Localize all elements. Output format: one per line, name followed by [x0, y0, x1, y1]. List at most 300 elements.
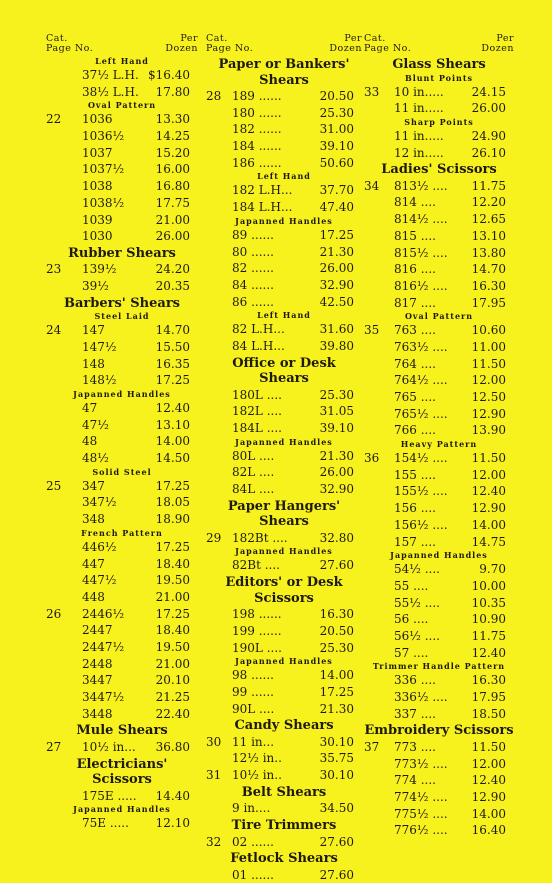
- price-per-dozen: 17.25: [155, 606, 190, 621]
- price-per-dozen: 17.80: [155, 84, 190, 99]
- price-row: [206, 750, 362, 767]
- price-per-dozen: 16.30: [471, 673, 506, 688]
- price-row: [364, 339, 514, 356]
- item-number: 182L ....: [232, 404, 282, 419]
- item-number: 1038: [82, 179, 113, 194]
- section-title: Paper Hangers' Shears: [227, 498, 341, 530]
- price-per-dozen: 14.70: [155, 323, 190, 338]
- section-title: Embroidery Scissors: [364, 723, 514, 739]
- item-number: 84 ......: [232, 277, 274, 292]
- price-row: [46, 278, 198, 295]
- item-number: 154½ ....: [394, 451, 448, 466]
- item-number: 82 L.H...: [232, 322, 285, 337]
- price-row: [206, 277, 362, 294]
- price-row: [206, 420, 362, 437]
- price-per-dozen: 27.60: [319, 834, 354, 849]
- item-number: 55 ....: [394, 578, 429, 593]
- price-column-3: [364, 34, 514, 839]
- price-per-dozen: 34.50: [319, 801, 354, 816]
- price-per-dozen: 21.00: [155, 656, 190, 671]
- catalog-page-number: 30: [206, 734, 222, 749]
- price-per-dozen: 11.50: [471, 356, 506, 371]
- column-header: [364, 34, 514, 56]
- price-per-dozen: 25.30: [319, 105, 354, 120]
- price-per-dozen: 14.40: [155, 788, 190, 803]
- item-number: 337 ....: [394, 706, 436, 721]
- price-row: [364, 322, 514, 339]
- item-number: 155 ....: [394, 467, 436, 482]
- item-number: 156½ ....: [394, 517, 448, 532]
- price-per-dozen: 30.10: [319, 734, 354, 749]
- item-number: 336½ ....: [394, 690, 448, 704]
- price-per-dozen: 16.35: [155, 356, 190, 371]
- section-subheading: French Pattern: [81, 527, 163, 538]
- item-number: 147½: [82, 339, 117, 354]
- item-number: 11 in.....: [394, 101, 444, 116]
- price-row: [364, 756, 514, 773]
- price-row: [46, 372, 198, 389]
- price-row: [364, 356, 514, 373]
- section-title: Tire Trimmers: [231, 818, 337, 833]
- item-number: 56½ ....: [394, 628, 440, 643]
- price-per-dozen: 13.10: [155, 417, 190, 432]
- item-number: 139½: [82, 262, 117, 277]
- price-row: [46, 339, 198, 356]
- item-number: 199 ......: [232, 623, 282, 638]
- price-per-dozen: 24.20: [155, 262, 190, 277]
- price-row: [364, 739, 514, 756]
- item-number: 763½ ....: [394, 339, 448, 354]
- price-per-dozen: 26.00: [155, 229, 190, 244]
- item-number: 190L ....: [232, 640, 282, 655]
- item-number: 47: [82, 401, 98, 415]
- item-number: 48: [82, 434, 98, 449]
- item-number: 84 L.H...: [232, 338, 285, 353]
- item-number: 82Bt ....: [232, 558, 280, 573]
- price-per-dozen: 16.40: [471, 823, 506, 838]
- price-row: [206, 121, 362, 138]
- price-row: [46, 84, 198, 101]
- section-subheading: Japanned Handles: [390, 550, 488, 561]
- price-per-dozen: 24.90: [471, 128, 506, 143]
- price-per-dozen: 22.40: [155, 706, 190, 721]
- price-per-dozen: 50.60: [319, 155, 354, 170]
- price-row: [364, 295, 514, 312]
- price-row: [364, 422, 514, 439]
- price-row: [46, 639, 198, 656]
- item-number: 54½ ....: [394, 562, 440, 577]
- item-number: 773 ....: [394, 739, 436, 754]
- item-number: 98 ......: [232, 668, 274, 683]
- price-column-1: [46, 34, 198, 832]
- price-per-dozen: 26.00: [319, 261, 354, 276]
- section-title: Office or Desk Shears: [232, 355, 336, 387]
- price-per-dozen: 31.05: [319, 404, 354, 419]
- section-subheading: Oval Pattern: [87, 100, 157, 111]
- price-per-dozen: 18.05: [155, 495, 190, 510]
- price-per-dozen: 20.50: [319, 89, 354, 103]
- price-per-dozen: 10.00: [471, 578, 506, 593]
- price-per-dozen: 14.00: [471, 806, 506, 821]
- price-row: [364, 228, 514, 245]
- column-items: [46, 56, 198, 832]
- price-per-dozen: 14.00: [319, 668, 354, 683]
- section-title: Electricians' Scissors: [76, 756, 168, 788]
- price-row: [206, 155, 362, 172]
- price-per-dozen: 32.90: [319, 277, 354, 292]
- item-number: 157 ....: [394, 534, 436, 549]
- item-number: 80 ......: [232, 244, 274, 259]
- item-number: 184L ....: [232, 421, 282, 435]
- price-row: [364, 672, 514, 689]
- section-title: Fetlock Shears: [230, 851, 338, 867]
- price-row: [46, 622, 198, 639]
- price-row: [46, 572, 198, 589]
- price-row: [206, 734, 362, 751]
- section-subheading: Solid Steel: [92, 466, 152, 477]
- price-per-dozen: 27.60: [319, 558, 354, 573]
- section-title: Rubber Shears: [68, 245, 176, 261]
- section-subheading: Trimmer Handle Pattern: [372, 661, 506, 672]
- price-per-dozen: 11.50: [471, 739, 506, 754]
- price-per-dozen: 39.80: [319, 338, 354, 353]
- price-per-dozen: 12.00: [471, 756, 506, 771]
- item-number: 148½: [82, 373, 117, 388]
- price-row: [206, 182, 362, 199]
- price-per-dozen: 16.30: [471, 278, 506, 293]
- price-row: [364, 689, 514, 706]
- catalog-page-number: 37: [364, 739, 380, 754]
- price-row: [46, 788, 198, 805]
- price-row: [364, 128, 514, 145]
- price-per-dozen: 17.95: [471, 295, 506, 310]
- price-per-dozen: 20.50: [319, 623, 354, 638]
- price-row: [364, 406, 514, 423]
- item-number: 775½ ....: [394, 806, 448, 821]
- price-row: [46, 67, 198, 84]
- item-number: 3448: [82, 706, 113, 721]
- price-row: [364, 178, 514, 195]
- price-row: [206, 321, 362, 338]
- price-per-dozen: 20.10: [155, 673, 190, 688]
- price-per-dozen: 21.00: [155, 589, 190, 604]
- item-number: 84L ....: [232, 482, 275, 497]
- price-per-dozen: 16.30: [319, 607, 354, 622]
- price-row: [46, 815, 198, 832]
- item-number: 816½ ....: [394, 278, 448, 293]
- price-per-dozen: 39.10: [319, 139, 354, 154]
- dozen-label: Dozen: [165, 43, 198, 54]
- price-row: [364, 645, 514, 662]
- price-row: [46, 706, 198, 723]
- price-per-dozen: 12.50: [471, 390, 506, 404]
- price-row: [46, 478, 198, 495]
- item-number: 815 ....: [394, 228, 436, 243]
- price-row: [46, 400, 198, 417]
- catalog-page-number: 35: [364, 323, 380, 338]
- price-row: [206, 481, 362, 498]
- section-subheading: Left Hand: [257, 171, 311, 182]
- item-number: 3447: [82, 673, 113, 688]
- catalog-page-number: 27: [46, 739, 62, 754]
- price-per-dozen: 18.40: [155, 623, 190, 638]
- price-row: [364, 611, 514, 628]
- price-row: [364, 772, 514, 789]
- per-label: Per: [344, 33, 362, 44]
- item-number: 3447½: [82, 690, 125, 704]
- price-per-dozen: 12.40: [471, 645, 506, 660]
- item-number: 89 ......: [232, 227, 274, 242]
- item-number: 82 ......: [232, 261, 274, 276]
- price-row: [46, 111, 198, 128]
- item-number: 186 ......: [232, 155, 282, 170]
- price-row: [46, 672, 198, 689]
- item-number: 48½: [82, 451, 109, 466]
- price-row: [364, 595, 514, 612]
- item-number: 180 ......: [232, 105, 282, 120]
- price-row: [364, 100, 514, 117]
- price-per-dozen: 17.95: [471, 690, 506, 704]
- price-per-dozen: 21.30: [319, 448, 354, 463]
- price-per-dozen: 12.40: [471, 484, 506, 499]
- price-per-dozen: 11.00: [471, 339, 506, 354]
- item-number: 764 ....: [394, 356, 436, 371]
- price-row: [206, 464, 362, 481]
- price-column-2: [206, 34, 362, 883]
- price-row: [206, 767, 362, 784]
- price-per-dozen: 25.30: [319, 640, 354, 655]
- item-number: 2447: [82, 623, 113, 638]
- item-number: 86 ......: [232, 294, 274, 309]
- price-row: [46, 511, 198, 528]
- section-subheading: Japanned Handles: [73, 804, 171, 815]
- item-number: 01 ......: [232, 867, 274, 882]
- price-row: [206, 227, 362, 244]
- price-per-dozen: 30.10: [319, 768, 354, 783]
- price-per-dozen: 12.40: [471, 773, 506, 788]
- item-number: 347½: [82, 495, 117, 510]
- price-row: [364, 84, 514, 101]
- section-title: Editors' or Desk Scissors: [225, 575, 343, 606]
- price-row: [364, 145, 514, 162]
- item-number: 1030: [82, 229, 113, 244]
- price-per-dozen: 39.10: [319, 421, 354, 435]
- price-row: [46, 450, 198, 467]
- item-number: 813½ ....: [394, 178, 448, 193]
- price-per-dozen: 15.50: [155, 339, 190, 354]
- price-row: [206, 623, 362, 640]
- item-number: 1036½: [82, 129, 125, 144]
- price-per-dozen: 17.25: [155, 373, 190, 388]
- price-per-dozen: 14.50: [155, 451, 190, 466]
- price-per-dozen: 14.70: [471, 262, 506, 277]
- catalog-page-number: 36: [364, 451, 380, 466]
- price-row: [46, 195, 198, 212]
- price-row: [364, 561, 514, 578]
- price-per-dozen: 11.75: [471, 178, 506, 193]
- dozen-label: Dozen: [481, 43, 514, 54]
- item-number: 10½ in..: [232, 768, 282, 783]
- price-row: [46, 178, 198, 195]
- item-number: 148: [82, 356, 105, 371]
- price-per-dozen: 11.50: [471, 451, 506, 466]
- price-row: [206, 294, 362, 311]
- item-number: 1037½: [82, 162, 125, 177]
- item-number: 774½ ....: [394, 789, 448, 804]
- item-number: 765 ....: [394, 390, 436, 404]
- item-number: 2446½: [82, 606, 125, 621]
- section-subheading: Left Hand: [95, 56, 149, 66]
- price-row: [46, 212, 198, 229]
- section-subheading: Steel Laid: [94, 311, 150, 322]
- per-label: Per: [180, 33, 198, 44]
- price-per-dozen: 12.90: [471, 789, 506, 804]
- section-title: Belt Shears: [241, 784, 327, 800]
- price-per-dozen: 31.00: [319, 122, 354, 137]
- cat-label: Cat.: [206, 33, 228, 44]
- section-subheading: Heavy Pattern: [400, 439, 478, 450]
- section-title: Paper or Bankers' Shears: [218, 57, 350, 88]
- item-number: 57 ....: [394, 645, 429, 660]
- price-per-dozen: 20.35: [155, 279, 190, 294]
- item-number: 47½: [82, 417, 109, 432]
- section-title: Barbers' Shears: [64, 295, 180, 311]
- price-row: [46, 356, 198, 373]
- price-per-dozen: 12.00: [471, 373, 506, 388]
- price-row: [46, 145, 198, 162]
- price-per-dozen: 13.30: [155, 112, 190, 127]
- section-title: Candy Shears: [234, 718, 334, 734]
- price-per-dozen: 12.00: [471, 467, 506, 482]
- page-no-label: Page No.: [46, 43, 94, 54]
- price-row: [46, 739, 198, 756]
- item-number: 348: [82, 512, 105, 527]
- catalog-page-number: 29: [206, 530, 222, 545]
- price-row: [364, 372, 514, 389]
- item-number: 447: [82, 556, 105, 571]
- item-number: 155½ ....: [394, 484, 448, 499]
- price-per-dozen: 17.25: [319, 684, 354, 699]
- section-subheading: Sharp Points: [404, 116, 474, 127]
- section-subheading: Japanned Handles: [73, 389, 171, 399]
- section-subheading: Japanned Handles: [235, 546, 333, 557]
- item-number: 814½ ....: [394, 212, 448, 227]
- item-number: 184 ......: [232, 139, 282, 154]
- price-row: [206, 701, 362, 718]
- item-number: 82L ....: [232, 465, 275, 480]
- item-number: 814 ....: [394, 195, 436, 210]
- price-row: [206, 338, 362, 355]
- item-number: 182 L.H...: [232, 183, 293, 198]
- item-number: 180L ....: [232, 387, 282, 402]
- column-header: [206, 34, 362, 56]
- section-title: Glass Shears: [392, 57, 486, 72]
- price-per-dozen: 17.25: [155, 539, 190, 554]
- price-row: [206, 684, 362, 701]
- price-row: [364, 500, 514, 517]
- catalog-page-number: 33: [364, 84, 380, 99]
- price-per-dozen: 14.75: [471, 534, 506, 549]
- price-row: [46, 494, 198, 511]
- price-per-dozen: 32.90: [319, 482, 354, 497]
- item-number: 446½: [82, 539, 117, 554]
- item-number: 766 ....: [394, 423, 436, 438]
- price-per-dozen: 24.15: [471, 84, 506, 99]
- price-row: [46, 261, 198, 278]
- price-row: [206, 557, 362, 574]
- price-row: [46, 539, 198, 556]
- section-subheading: Blunt Points: [404, 72, 474, 83]
- price-per-dozen: 17.75: [155, 195, 190, 210]
- price-per-dozen: 17.25: [155, 478, 190, 493]
- price-per-dozen: 15.20: [155, 145, 190, 160]
- price-row: [364, 628, 514, 645]
- price-per-dozen: $16.40: [148, 68, 190, 82]
- price-per-dozen: 31.60: [319, 322, 354, 337]
- price-per-dozen: 21.25: [155, 690, 190, 704]
- item-number: 763 ....: [394, 323, 436, 338]
- item-number: 816 ....: [394, 262, 436, 277]
- catalog-page-number: 25: [46, 478, 62, 493]
- price-row: [364, 517, 514, 534]
- catalog-page-number: 26: [46, 606, 62, 621]
- item-number: 55½ ....: [394, 595, 440, 610]
- price-per-dozen: 9.70: [479, 562, 506, 577]
- catalog-page-number: 34: [364, 178, 380, 193]
- section-subheading: Japanned Handles: [235, 436, 333, 447]
- price-row: [206, 667, 362, 684]
- price-per-dozen: 10.35: [471, 595, 506, 610]
- section-title: Mule Shears: [76, 723, 168, 739]
- price-row: [206, 88, 362, 105]
- price-per-dozen: 11.75: [471, 628, 506, 643]
- price-row: [46, 606, 198, 623]
- price-per-dozen: 25.30: [319, 387, 354, 402]
- price-per-dozen: 18.40: [155, 556, 190, 571]
- item-number: 817 ....: [394, 295, 436, 310]
- price-row: [46, 128, 198, 145]
- item-number: 189 ......: [232, 89, 282, 103]
- price-per-dozen: 37.70: [319, 183, 354, 198]
- dozen-label: Dozen: [329, 43, 362, 54]
- price-row: [46, 556, 198, 573]
- price-row: [46, 656, 198, 673]
- cat-label: Cat.: [364, 33, 386, 44]
- price-per-dozen: 12.10: [155, 816, 190, 831]
- price-row: [206, 867, 362, 883]
- price-row: [206, 403, 362, 420]
- price-per-dozen: 26.00: [319, 465, 354, 480]
- item-number: 02 ......: [232, 834, 274, 849]
- section-subheading: Oval Pattern: [404, 311, 474, 322]
- item-number: 156 ....: [394, 501, 436, 516]
- item-number: 99 ......: [232, 684, 274, 699]
- price-per-dozen: 10.90: [471, 612, 506, 627]
- price-row: [364, 245, 514, 262]
- catalog-page-number: 32: [206, 834, 222, 849]
- price-row: [206, 448, 362, 465]
- price-per-dozen: 26.10: [471, 145, 506, 160]
- item-number: 347: [82, 478, 105, 493]
- price-per-dozen: 12.90: [471, 406, 506, 421]
- price-row: [46, 589, 198, 606]
- price-per-dozen: 16.00: [155, 162, 190, 177]
- item-number: 774 ....: [394, 773, 436, 788]
- price-row: [364, 389, 514, 406]
- price-row: [364, 534, 514, 551]
- catalog-page-number: 23: [46, 262, 62, 277]
- price-row: [364, 450, 514, 467]
